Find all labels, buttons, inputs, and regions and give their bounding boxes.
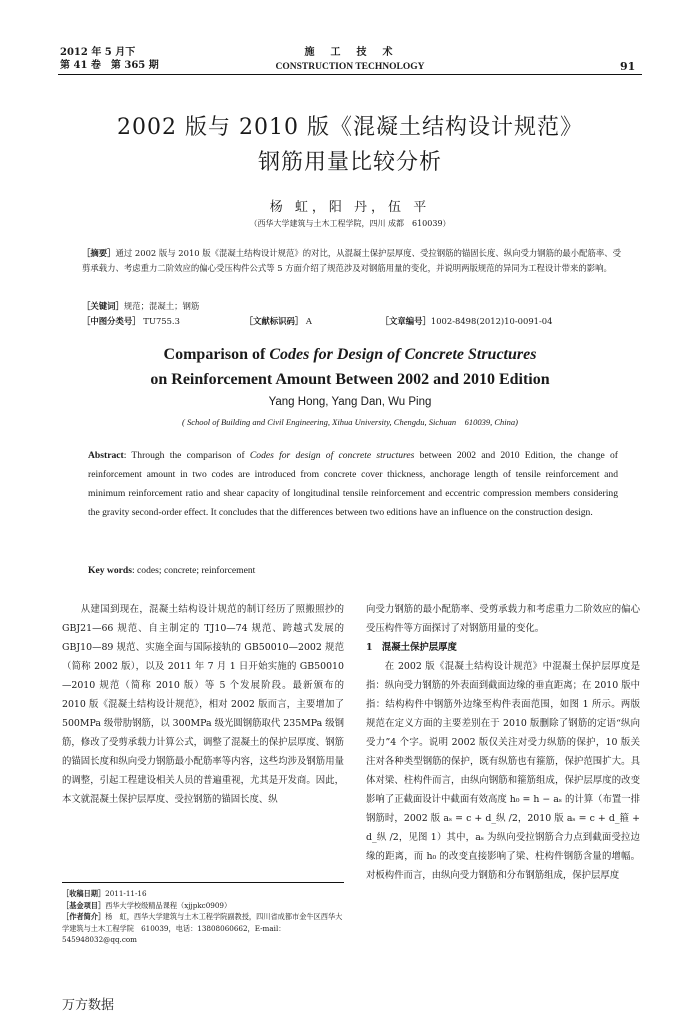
- keywords-en-label: Key words: [88, 565, 132, 576]
- section-heading: 1 混凝土保护层厚度: [366, 642, 457, 653]
- abstract-cn-text: 通过 2002 版与 2010 版《混凝土结构设计规范》的对比，从混凝土保护层厚度、受拉钢筋的锚固长度、纵向受力钢筋的最小配筋率、受剪承载力、考虑重力二阶效应的偏心受压构件公式等 5 方面介绍了规范涉及对钢筋用量的变化，并说明两版规范的异同为工程设计带来的影响。: [82, 248, 622, 273]
- received-label: ［收稿日期］: [62, 889, 106, 898]
- body-left-para1: 从建国到现在，混凝土结构设计规范的制订经历了照搬照抄的 GBJ21—66 规范、自主制定的 TJ10—74 规范、跨越式发展的 GBJ10—89 规范、实施全面与国际接轨的 GB50010—2002 规范（简称 2002 版），以及 2011 年 7 月 1 日开始实施的 GB50010—2010 规范（简称 2010 版）等 5 个发展阶段。最新颁布的 2010 版《混凝土结构设计规范》，相对 2002 版而言，主要增加了 500MPa 级带肋钢筋，以 300MPa 级光圆钢筋取代 235MPa 级钢筋，修改了受剪承载力计算公式，调整了混凝土的保护层厚度、钢筋的锚固长度和纵向受力钢筋最小配筋率等内容，这些均涉及钢筋用量的调整，引起工程建设相关人员的普遍重视，尤其是开发商。因此，本文就混凝土保护层厚度、受拉钢筋的锚固长度、纵: [62, 604, 344, 805]
- clc-value: TU755.3: [143, 316, 180, 326]
- header-date: 2012 年 5 月下: [60, 47, 136, 58]
- fund-label: ［基金项目］: [62, 900, 106, 910]
- title-cn-line1: 2002 版与 2010 版《混凝土结构设计规范》: [117, 115, 583, 140]
- article-no-value: 1002-8498(2012)10-0091-04: [430, 316, 553, 326]
- header-rule: [58, 74, 642, 75]
- classification-line: [82, 314, 622, 329]
- footnote: [62, 888, 344, 946]
- abstract-en-label: Abstract: [88, 450, 124, 461]
- keywords-cn: [82, 299, 622, 314]
- footnote-received: [62, 888, 344, 900]
- keywords-cn-text: 规范；混凝土；钢筋: [123, 301, 200, 311]
- author-bio-text: 杨 虹，西华大学建筑与土木工程学院副教授，四川省成都市金牛区西华大学建筑与土木工程学院 610039，电话：13808060662，E-mail：545948032@qq.com: [62, 912, 343, 944]
- keywords-en: [88, 561, 618, 580]
- article-no-label: ［文章编号］: [380, 316, 431, 326]
- wanfang-watermark: 万方数据: [62, 998, 115, 1013]
- title-en-prefix: Comparison of: [163, 346, 270, 363]
- abstract-en: [88, 446, 618, 522]
- affiliation-cn: （西华大学建筑与土木工程学院，四川 成都 610039）: [249, 219, 451, 228]
- body-right-para2: 在 2002 版《混凝土结构设计规范》中混凝土保护层厚度是指：纵向受力钢筋的外表面到截面边缘的垂直距离；在 2010 版中指：结构构件中钢筋外边缘至构件表面范围，如图 1 所示。两版规范在定义方面的主要差别在于 2010 版删除了钢筋的定语“纵向受力”4 个字。说明 2002 版仅关注对受力纵筋的保护，10 版关注对各种类型钢筋的保护，既有纵筋也有箍筋，保护范围扩大。具体对梁、柱构件而言，由纵向钢筋和箍筋组成，保护层厚度的改变影响了正截面设计中截面有效高度 h₀ = h − aₛ 的计算（布置一排钢筋时，2002 版 aₛ = c + d_纵 /2，2010 版 aₛ = c + d_箍 + d_纵 /2，见图 1）其中，aₛ 为纵向受拉钢筋合力点到截面受拉边缘的距离，而 h₀ 的改变直接影响了梁、柱构件钢筋含量的增幅。对板构件而言，由纵向受力钢筋和分布钢筋组成，保护层厚度: [366, 661, 640, 881]
- abstract-en-text-a: : Through the comparison of: [123, 450, 250, 461]
- title-cn-line2: 钢筋用量比较分析: [257, 150, 442, 175]
- received-date: 2011-11-16: [105, 889, 147, 898]
- authors-cn: 杨 虹，阳 丹，伍 平: [269, 200, 431, 215]
- header-journal-cn: 施 工 技 术: [304, 47, 396, 58]
- abstract-en-italic: Codes for design of concrete structures: [249, 450, 415, 461]
- clc-label: ［中图分类号］: [82, 316, 141, 326]
- header-volume: 第 41 卷 第 365 期: [60, 60, 159, 71]
- footnote-rule: [62, 882, 344, 883]
- abstract-cn-label: ［摘要］: [82, 248, 116, 258]
- abstract-cn: [82, 246, 622, 276]
- title-en-line2: on Reinforcement Amount Between 2002 and 2010 Edition: [150, 371, 550, 388]
- title-en-line1: [0, 342, 700, 367]
- footnote-author: [62, 911, 344, 946]
- body-right-column: [366, 600, 640, 885]
- body-left-column: [62, 600, 344, 809]
- header-journal-en: CONSTRUCTION TECHNOLOGY: [275, 62, 425, 72]
- title-en-italic: Codes for Design of Concrete Structures: [269, 346, 537, 363]
- footnote-fund: [62, 900, 344, 912]
- doc-code-value: A: [305, 316, 312, 326]
- affiliation-en: ( School of Building and Civil Engineering, Xihua University, Chengdu, Sichuan 610039, China): [182, 417, 518, 427]
- keywords-en-text: : codes; concrete; reinforcement: [131, 565, 256, 576]
- author-bio-label: ［作者简介］: [62, 912, 106, 921]
- keywords-cn-label: ［关键词］: [82, 301, 124, 311]
- doc-code-label: ［文献标识码］: [244, 316, 304, 326]
- fund-text: 西华大学校级精品课程（xjjpkc0909）: [105, 900, 232, 910]
- page-number: 91: [620, 60, 636, 73]
- body-right-para1: 向受力钢筋的最小配筋率、受剪承载力和考虑重力二阶效应的偏心受压构件等方面探讨了对钢筋用量的变化。: [366, 604, 640, 634]
- abstract-en-text-b: between 2002 and 2010 Edition, the change of reinforcement amount in two codes are introduced from concrete cover thickness, anchorage length of tensile reinforcement and minimum reinforcement ratio and shear capacity of longitudinal tensile reinforcement and eccentric compression members considering the gravity second-order effect. It concludes that the differences between two editions have an influence on the construction design.: [88, 450, 618, 518]
- authors-en: Yang Hong, Yang Dan, Wu Ping: [268, 396, 432, 408]
